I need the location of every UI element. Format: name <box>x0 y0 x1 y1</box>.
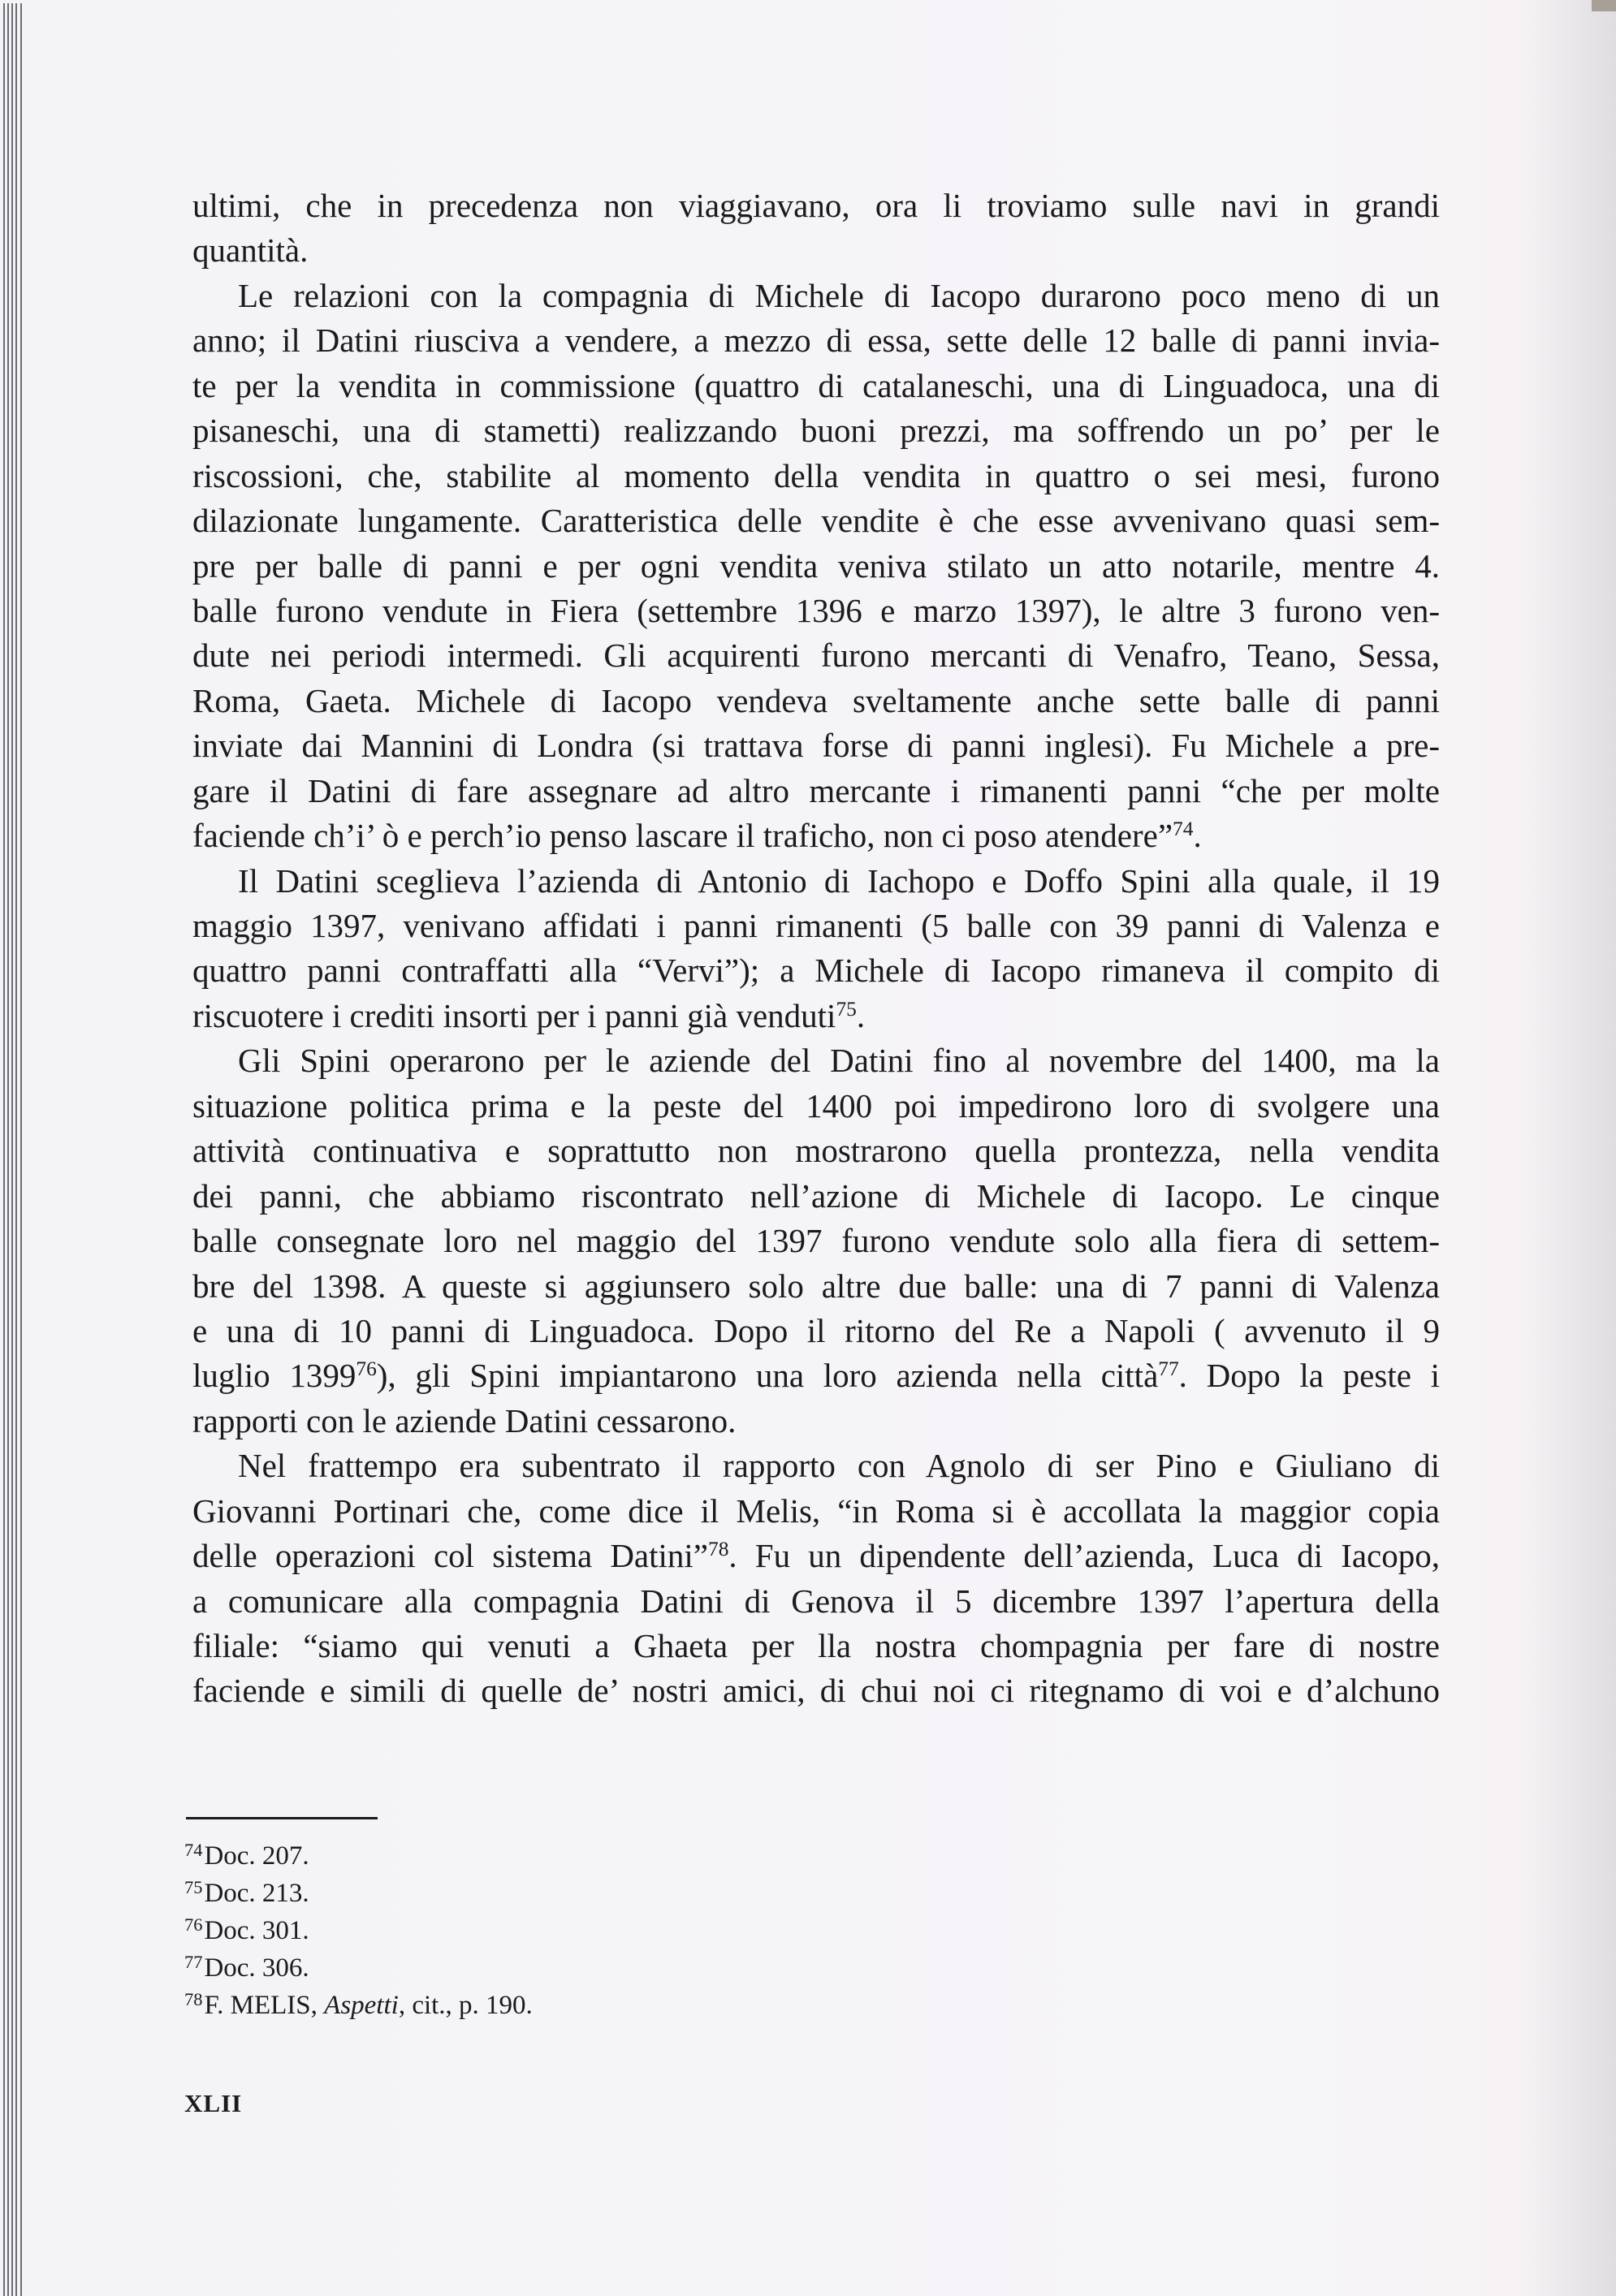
body-text <box>192 183 1440 1714</box>
text-line: e una di 10 panni di Linguadoca. Dopo il ritorno del Re a Napoli ( avvenuto il 9 <box>192 1311 1440 1349</box>
text-line: rapporti con le aziende Datini cessarono. <box>192 1401 737 1439</box>
text-line: Le relazioni con la compagnia di Michele di Iacopo durarono poco meno di un <box>238 276 1440 314</box>
text-line: dei panni, che abbiamo riscontrato nell’azione di Michele di Iacopo. Le cinque <box>192 1176 1440 1215</box>
text-line: a comunicare alla compagnia Datini di Genova il 5 dicembre 1397 l’apertura della <box>192 1582 1440 1620</box>
footnotes <box>184 1837 533 2024</box>
text-line: inviate dai Mannini di Londra (si trattava forse di panni inglesi). Fu Michele a pre- <box>192 727 1440 765</box>
page-binding-edges <box>0 0 24 2296</box>
text-line: bre del 1398. A queste si aggiunsero solo altre due balle: una di 7 panni di Valenza <box>192 1267 1440 1305</box>
text-line: maggio 1397, venivano affidati i panni rimanenti (5 balle con 39 panni di Valenza e <box>192 907 1440 944</box>
text-line: anno; il Datini riusciva a vendere, a mezzo di essa, sette delle 12 balle di panni invia- <box>192 322 1440 360</box>
text-line: Il Datini sceglieva l’azienda di Antonio di Iachopo e Doffo Spini alla quale, il 19 <box>238 861 1440 900</box>
text-line: situazione politica prima e la peste del 1400 poi impedirono loro di svolgere una <box>192 1086 1440 1124</box>
text-line: luglio 1399$^{76}$), gli Spini impiantarono una loro azienda nella città$^{77}$. Dopo la peste i <box>192 1357 1440 1395</box>
text-line: faciende e simili di quelle de’ nostri amici, di chui noi ci ritegnamo di voi e d’alchuno <box>192 1672 1440 1710</box>
page-number: XLII <box>184 2089 243 2117</box>
text-line: dute nei periodi intermedi. Gli acquirenti furono mercanti di Venafro, Teano, Sessa, <box>192 637 1440 675</box>
text-line: pre per balle di panni e per ogni vendita veniva stilato un atto notarile, mentre 4. <box>192 546 1440 585</box>
page-edge-shadow <box>1592 0 1616 11</box>
footnote-76: $^{76}$Doc. 301. <box>184 1914 309 1945</box>
footnote-separator <box>186 1817 378 1819</box>
text-line: Roma, Gaeta. Michele di Iacopo vendeva sveltamente anche sette balle di panni <box>192 681 1440 719</box>
footnote-77: $^{77}$Doc. 306. <box>184 1951 309 1983</box>
text-line: te per la vendita in commissione (quattro di catalaneschi, una di Linguadoca, una di <box>192 366 1440 404</box>
footnote-74: $^{74}$Doc. 207. <box>184 1839 309 1871</box>
footnote-75: $^{75}$Doc. 213. <box>184 1876 309 1908</box>
text-line: Giovanni Portinari che, come dice il Melis, “in Roma si è accollata la maggior copia <box>192 1491 1440 1530</box>
text-line: quattro panni contraffatti alla “Vervi”); a Michele di Iacopo rimaneva il compito di <box>192 952 1440 990</box>
text-line: gare il Datini di fare assegnare ad altro mercante i rimanenti panni “che per molte <box>192 771 1440 809</box>
footnote-reference: 74 <box>1173 818 1194 841</box>
text-line: balle consegnate loro nel maggio del 1397 furono vendute solo alla fiera di settem- <box>192 1222 1440 1260</box>
text-line: ultimi, che in precedenza non viaggiavano, ora li troviamo sulle navi in grandi <box>192 187 1440 224</box>
footnote-reference: 76 <box>356 1357 377 1381</box>
text-line: dilazionate lungamente. Caratteristica delle vendite è che esse avvenivano quasi sem- <box>192 502 1440 540</box>
text-line: quantità. <box>192 231 309 270</box>
text-line: filiale: “siamo qui venuti a Ghaeta per lla nostra chompagnia per fare di nostre <box>192 1627 1440 1664</box>
text-line: riscuotere i crediti insorti per i panni già venduti$^{75}$. <box>192 996 866 1034</box>
text-line: Nel frattempo era subentrato il rapporto con Agnolo di ser Pino e Giuliano di <box>238 1447 1440 1485</box>
text-line: riscossioni, che, stabilite al momento della vendita in quattro o sei mesi, furono <box>192 456 1440 494</box>
text-line: faciende ch’i’ ò e perch’io penso lascare il traficho, non ci poso atendere”$^{74}$. <box>192 817 1202 855</box>
text-line: pisaneschi, una di stametti) realizzando buoni prezzi, ma soffrendo un po’ per le <box>192 412 1440 450</box>
footnote-reference: 78 <box>708 1538 729 1561</box>
footnote-reference: 75 <box>836 997 857 1021</box>
text-line: attività continuativa e soprattutto non mostrarono quella prontezza, nella vendita <box>192 1132 1440 1170</box>
footnote-78: $^{78}$F. MELIS, Aspetti, cit., p. 190. <box>184 1988 533 2020</box>
footnote-reference: 77 <box>1158 1357 1179 1381</box>
text-line: balle furono vendute in Fiera (settembre 1396 e marzo 1397), le altre 3 furono ven- <box>192 591 1440 629</box>
text-line: Gli Spini operarono per le aziende del Datini fino al novembre del 1400, ma la <box>238 1042 1440 1080</box>
text-line: delle operazioni col sistema Datini”$^{78}$. Fu un dipendente dell’azienda, Luca di Iacopo, <box>192 1537 1441 1575</box>
